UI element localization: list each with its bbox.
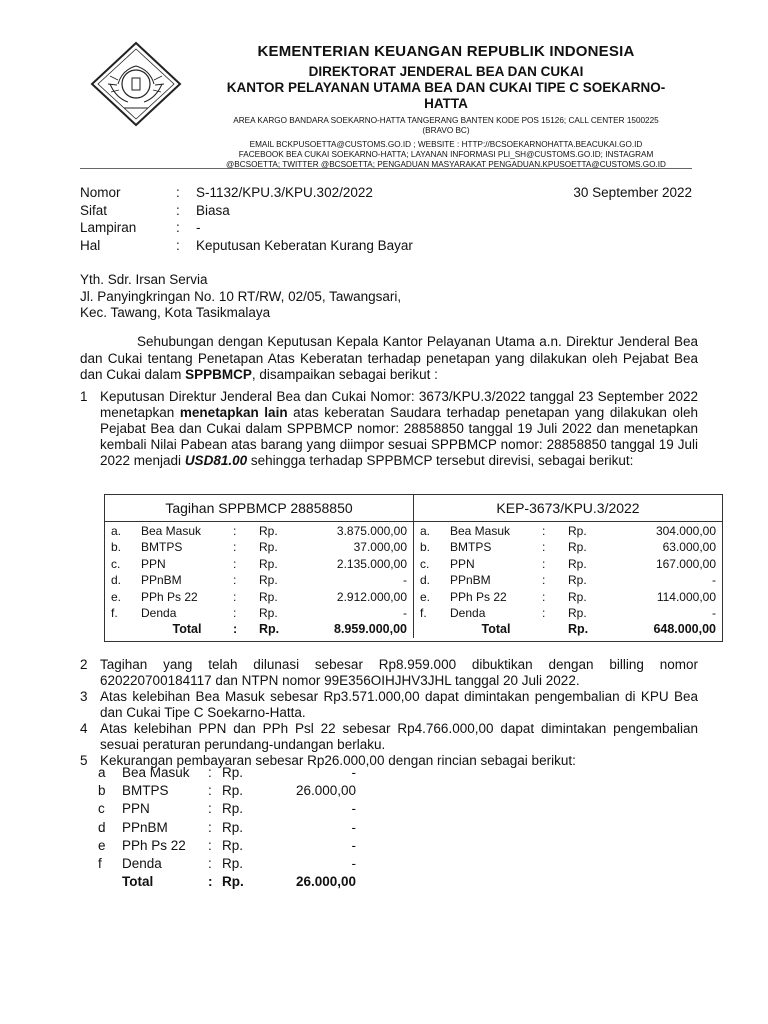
meta-label: Nomor	[80, 185, 121, 200]
meta-colon: :	[176, 237, 180, 253]
table-row	[414, 605, 722, 621]
table-column-right	[414, 522, 722, 638]
row-amount: 2.135.000,00	[336, 556, 407, 571]
row-colon: :	[233, 524, 237, 538]
row-letter	[98, 873, 122, 891]
row-amount: 37.000,00	[353, 540, 407, 555]
item-text-part: sehingga terhadap SPPBMCP tersebut direvisi, sebagai berikut:	[247, 453, 634, 468]
table-header-left: Tagihan SPPBMCP 28858850	[105, 495, 414, 521]
row-letter	[105, 621, 141, 637]
item-text: Atas kelebihan PPN dan PPh Psl 22 sebesar Rp4.766.000,00 dapat dimintakan pengembalian sesuai peraturan perundang-undangan berlaku.	[100, 721, 698, 752]
letter-attachment: -	[196, 220, 201, 235]
table-row	[414, 589, 722, 605]
row-currency: Rp.	[259, 556, 278, 571]
row-amount: -	[351, 819, 356, 835]
meta-row-hal	[80, 237, 692, 255]
row-label: PPnBM	[450, 573, 491, 588]
row-label: PPh Ps 22	[450, 589, 507, 604]
row-currency: Rp.	[568, 540, 587, 555]
row-label: BMTPS	[122, 783, 169, 799]
row-currency: Rp.	[568, 622, 589, 637]
shortfall-total-row	[98, 873, 356, 891]
row-letter: f	[98, 856, 102, 872]
row-colon	[542, 621, 568, 637]
row-amount: 26.000,00	[295, 783, 356, 799]
shortfall-row	[98, 819, 356, 837]
row-letter: f.	[420, 605, 427, 620]
total-amount: 8.959.000,00	[334, 622, 407, 637]
row-colon: :	[542, 573, 546, 588]
row-currency: Rp.	[259, 524, 278, 538]
recipient-block	[80, 272, 692, 322]
row-currency: Rp.	[222, 874, 244, 890]
item-text-bold-italic: USD81.00	[184, 453, 248, 468]
row-colon: :	[542, 589, 546, 604]
row-letter: a.	[111, 524, 122, 538]
meta-colon: :	[176, 202, 180, 218]
list-item	[80, 657, 698, 689]
row-amount: 167.000,00	[655, 556, 716, 571]
row-currency: Rp.	[222, 783, 244, 799]
directorate-title: DIREKTORAT JENDERAL BEA DAN CUKAI	[308, 64, 584, 79]
row-currency: Rp.	[259, 622, 280, 637]
row-currency: Rp.	[222, 819, 244, 835]
row-label: PPnBM	[122, 819, 168, 835]
numbered-list	[80, 657, 698, 769]
contact-line3: @BCSOETTA; TWITTER @BCSOETTA; PENGADUAN MASYARAKAT PENGADUAN.KPUSOETTA@CUSTOMS.GO.ID	[226, 160, 666, 169]
table-row	[105, 539, 413, 555]
list-item	[80, 721, 698, 753]
table-row	[414, 523, 722, 539]
row-colon: :	[208, 819, 212, 835]
row-letter: b	[98, 783, 106, 799]
shortfall-breakdown	[98, 764, 356, 891]
meta-label: Lampiran	[80, 220, 137, 235]
item-number: 1	[80, 389, 88, 404]
item-number: 3	[80, 689, 88, 704]
row-colon: :	[208, 874, 213, 890]
total-label: Total	[481, 622, 511, 637]
row-amount: -	[403, 605, 407, 620]
meta-row-lampiran	[80, 219, 692, 237]
table-row	[414, 539, 722, 555]
contact-line1: EMAIL BCKPUSOETTA@CUSTOMS.GO.ID ; WEBSITE : HTTP://BCSOEKARNOHATTA.BEACUKAI.GO.ID	[249, 140, 643, 149]
row-currency: Rp.	[259, 573, 278, 588]
total-label: Total	[122, 874, 154, 890]
total-amount: 26.000,00	[295, 874, 356, 890]
table-header-right: KEP-3673/KPU.3/2022	[496, 500, 640, 516]
total-label: Total	[172, 622, 202, 637]
row-label: PPN	[450, 556, 475, 571]
row-letter: a.	[420, 524, 431, 538]
opening-text: Sehubungan dengan Keputusan Kepala Kantor Pelayanan Utama a.n. Direktur Jenderal Bea dan Cukai tentang Penetapan Atas Keberatan terhadap penetapan yang dilakukan oleh Pejabat Bea dan Cukai dalam	[80, 334, 698, 382]
office-title-line2: HATTA	[424, 96, 468, 111]
item-text-part: Keputusan Direktur Jenderal Bea dan Cukai Nomor: 3673/KPU.3/2022 tanggal 23 September 2022 menetapkan	[100, 389, 698, 420]
row-amount: -	[403, 573, 407, 588]
table-header	[105, 495, 722, 522]
row-currency: Rp.	[259, 540, 278, 555]
contact-line2: FACEBOOK BEA CUKAI SOEKARNO-HATTA; LAYANAN INFORMASI PLI_SH@CUSTOMS.GO.ID; INSTAGRAM	[238, 150, 654, 159]
row-amount: -	[712, 605, 716, 620]
letter-meta	[80, 184, 692, 254]
table-row	[414, 572, 722, 588]
table-total-row	[105, 621, 413, 637]
letter-nature: Biasa	[196, 202, 230, 218]
row-colon: :	[208, 856, 212, 872]
row-letter: b.	[111, 540, 122, 555]
item-text-part: atas keberatan Saudara terhadap penetapan yang dilakukan oleh Pejabat Bea dan Cukai dalam SPPBMCP nomor: 28858850 tanggal 19 Juli 2022 dan menetapkan kembali Nilai Pabean atas barang yang diimpor sesuai SPPBMCP nomor: 28858850 tanggal 19 Juli 2022 menjadi	[100, 405, 698, 468]
opening-bold: SPPBMCP	[185, 367, 252, 382]
row-currency: Rp.	[568, 524, 587, 538]
ministry-emblem-icon	[88, 40, 184, 128]
office-address-line2: (BRAVO BC)	[422, 126, 470, 135]
item-text-bold: menetapkan lain	[179, 405, 288, 420]
table-row	[105, 523, 413, 539]
office-address-line1: AREA KARGO BANDARA SOEKARNO-HATTA TANGERANG BANTEN KODE POS 15126; CALL CENTER 1500225	[233, 116, 659, 125]
row-colon: :	[233, 589, 237, 604]
row-letter: d	[98, 819, 106, 835]
row-label: BMTPS	[141, 540, 183, 555]
item-text: Atas kelebihan Bea Masuk sebesar Rp3.571.000,00 dapat dimintakan pengembalian di KPU Bea dan Cukai Tipe C Soekarno-Hatta.	[100, 689, 698, 720]
row-colon: :	[233, 622, 238, 637]
letter-date: 30 September 2022	[573, 185, 692, 200]
row-label: PPnBM	[141, 573, 182, 588]
row-letter: b.	[420, 540, 431, 555]
item-number: 4	[80, 721, 88, 736]
row-colon: :	[542, 524, 546, 538]
row-amount: -	[351, 856, 356, 872]
row-letter: e.	[420, 589, 431, 604]
row-amount: 3.875.000,00	[336, 524, 407, 538]
row-colon: :	[208, 801, 212, 817]
row-amount: -	[712, 573, 716, 588]
row-colon: :	[208, 837, 212, 853]
row-label: Bea Masuk	[122, 765, 190, 780]
total-amount: 648.000,00	[653, 622, 716, 637]
row-colon: :	[542, 605, 546, 620]
row-letter: c	[98, 801, 105, 817]
row-amount: 63.000,00	[662, 540, 716, 555]
row-currency: Rp.	[568, 589, 587, 604]
row-currency: Rp.	[222, 801, 244, 817]
row-letter: f.	[111, 605, 118, 620]
table-row	[414, 556, 722, 572]
item-number: 2	[80, 657, 88, 672]
item-number: 5	[80, 753, 88, 768]
shortfall-row	[98, 782, 356, 800]
row-label: PPh Ps 22	[122, 837, 186, 853]
row-letter	[414, 621, 450, 637]
shortfall-row	[98, 800, 356, 818]
opening-text-end: , disampaikan sebagai berikut :	[251, 367, 438, 382]
row-label: BMTPS	[450, 540, 492, 555]
meta-row-nomor	[80, 184, 692, 202]
item-text: Tagihan yang telah dilunasi sebesar Rp8.959.000 dibuktikan dengan billing nomor 620220700184117 dan NTPN nomor 99E356OIHJHV3JHL tanggal 20 Juli 2022.	[100, 657, 698, 688]
row-label: Denda	[141, 605, 177, 620]
shortfall-row	[98, 837, 356, 855]
row-label: Bea Masuk	[141, 524, 202, 538]
table-row	[105, 589, 413, 605]
row-letter: d.	[420, 573, 431, 588]
row-currency: Rp.	[222, 837, 244, 853]
row-currency: Rp.	[259, 589, 278, 604]
row-colon: :	[233, 605, 237, 620]
row-currency: Rp.	[222, 856, 244, 872]
row-amount: 114.000,00	[656, 589, 716, 604]
item-text: Kekurangan pembayaran sebesar Rp26.000,00 dengan rincian sebagai berikut:	[100, 753, 576, 768]
row-colon: :	[208, 783, 212, 799]
row-amount: -	[351, 765, 356, 780]
meta-colon: :	[176, 220, 180, 235]
letter-subject: Keputusan Keberatan Kurang Bayar	[196, 237, 413, 253]
meta-label: Hal	[80, 237, 101, 253]
row-label: PPN	[122, 801, 150, 817]
recipient-address-line1: Jl. Panyingkringan No. 10 RT/RW, 02/05, Tawangsari,	[80, 288, 402, 304]
row-letter: c.	[111, 556, 121, 571]
row-amount: -	[351, 837, 356, 853]
row-amount: 2.912.000,00	[336, 589, 407, 604]
row-colon: :	[208, 765, 212, 780]
table-row	[105, 572, 413, 588]
row-label: PPh Ps 22	[141, 589, 198, 604]
row-currency: Rp.	[259, 605, 278, 620]
item-text	[100, 389, 698, 469]
shortfall-row	[98, 764, 356, 782]
row-letter: d.	[111, 573, 122, 588]
row-colon: :	[542, 540, 546, 555]
table-row	[105, 605, 413, 621]
table-row	[105, 556, 413, 572]
list-item	[80, 689, 698, 721]
row-colon: :	[233, 573, 237, 588]
meta-row-sifat	[80, 202, 692, 220]
ministry-title: KEMENTERIAN KEUANGAN REPUBLIK INDONESIA	[257, 43, 635, 60]
shortfall-row	[98, 855, 356, 873]
table-column-left	[105, 522, 414, 638]
comparison-table	[104, 494, 723, 642]
row-currency: Rp.	[568, 556, 587, 571]
row-letter: c.	[420, 556, 430, 571]
letterhead-divider	[80, 168, 692, 169]
row-label: PPN	[141, 556, 166, 571]
list-item	[80, 389, 698, 469]
row-amount: -	[351, 801, 356, 817]
row-letter: e.	[111, 589, 122, 604]
row-label: Denda	[122, 856, 162, 872]
meta-label: Sifat	[80, 202, 108, 218]
row-letter: a	[98, 765, 106, 780]
meta-colon: :	[176, 185, 180, 200]
row-letter: e	[98, 837, 106, 853]
row-amount: 304.000,00	[655, 524, 716, 538]
row-currency: Rp.	[222, 765, 244, 780]
row-colon: :	[233, 556, 237, 571]
row-currency: Rp.	[568, 605, 587, 620]
row-colon: :	[233, 540, 237, 555]
table-total-row	[414, 621, 722, 637]
row-currency: Rp.	[568, 573, 587, 588]
row-label: Denda	[450, 605, 486, 620]
recipient-address-line2: Kec. Tawang, Kota Tasikmalaya	[80, 305, 271, 320]
opening-paragraph	[80, 334, 698, 384]
letter-number: S-1132/KPU.3/KPU.302/2022	[196, 185, 373, 200]
recipient-name: Yth. Sdr. Irsan Servia	[80, 272, 208, 287]
letterhead	[196, 42, 696, 170]
table-body	[105, 522, 722, 638]
row-label: Bea Masuk	[450, 524, 511, 538]
row-colon: :	[542, 556, 546, 571]
office-title-line1: KANTOR PELAYANAN UTAMA BEA DAN CUKAI TIPE C SOEKARNO-	[226, 80, 666, 95]
